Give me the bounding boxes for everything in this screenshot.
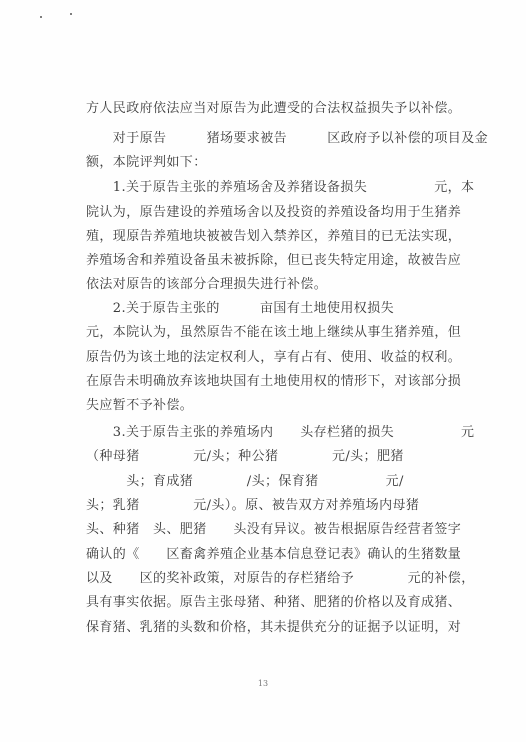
text-line: 头；育成猪 /头；保育猪 元/ (86, 474, 404, 489)
text-line: 1.关于原告主张的养殖场舍及养猪设备损失 元，本 (86, 180, 475, 195)
text-line: 院认为，原告建设的养殖场舍以及投资的养殖设备均用于生猪养 (86, 205, 462, 220)
text-line: （种母猪 元/头；种公猪 元/头；肥猪 (86, 449, 404, 464)
text-line: 具有事实依据。原告主张母猪、种猪、肥猪的价格以及育成猪、 (86, 595, 462, 610)
text-line: 对于原告 猪场要求被告 区政府予以补偿的项目及金 (86, 131, 489, 146)
text-line: 依法对原告的该部分合理损失进行补偿。 (86, 277, 328, 292)
text-line: 头；乳猪 元/头）。原、被告双方对养殖场内母猪 (86, 498, 420, 513)
text-line: 确认的《 区畜禽养殖企业基本信息登记表》确认的生猪数量 (86, 547, 462, 562)
text-line: 额，本院评判如下： (86, 155, 207, 170)
text-line: 失应暂不予补偿。 (86, 398, 194, 413)
text-line: 养殖场舍和养殖设备虽未被拆除，但已丧失特定用途，故被告应 (86, 253, 462, 268)
text-line: 2.关于原告主张的 亩国有土地使用权损失 (86, 301, 395, 316)
text-line: 头、种猪 头、肥猪 头没有异议。被告根据原告经营者签字 (86, 522, 462, 537)
scan-speck (40, 16, 42, 18)
text-line: 方人民政府依法应当对原告为此遭受的合法权益损失予以补偿。 (86, 101, 462, 116)
scan-speck (70, 13, 72, 15)
text-line: 原告仍为该土地的法定权利人，享有占有、使用、收益的权利。 (86, 350, 462, 365)
text-line: 3.关于原告主张的养殖场内 头存栏猪的损失 元 (86, 425, 475, 440)
text-line: 殖，现原告养殖地块被被告划入禁养区，养殖目的已无法实现， (86, 229, 462, 244)
text-line: 保育猪、乳猪的头数和价格，其未提供充分的证据予以证明，对 (86, 620, 462, 635)
text-line: 元，本院认为，虽然原告不能在该土地上继续从事生猪养殖，但 (86, 325, 462, 340)
page-number: 13 (257, 679, 269, 688)
text-line: 在原告未明确放弃该地块国有土地使用权的情形下，对该部分损 (86, 374, 462, 389)
text-line: 以及 区的奖补政策，对原告的存栏猪给予 元的补偿， (86, 571, 475, 586)
